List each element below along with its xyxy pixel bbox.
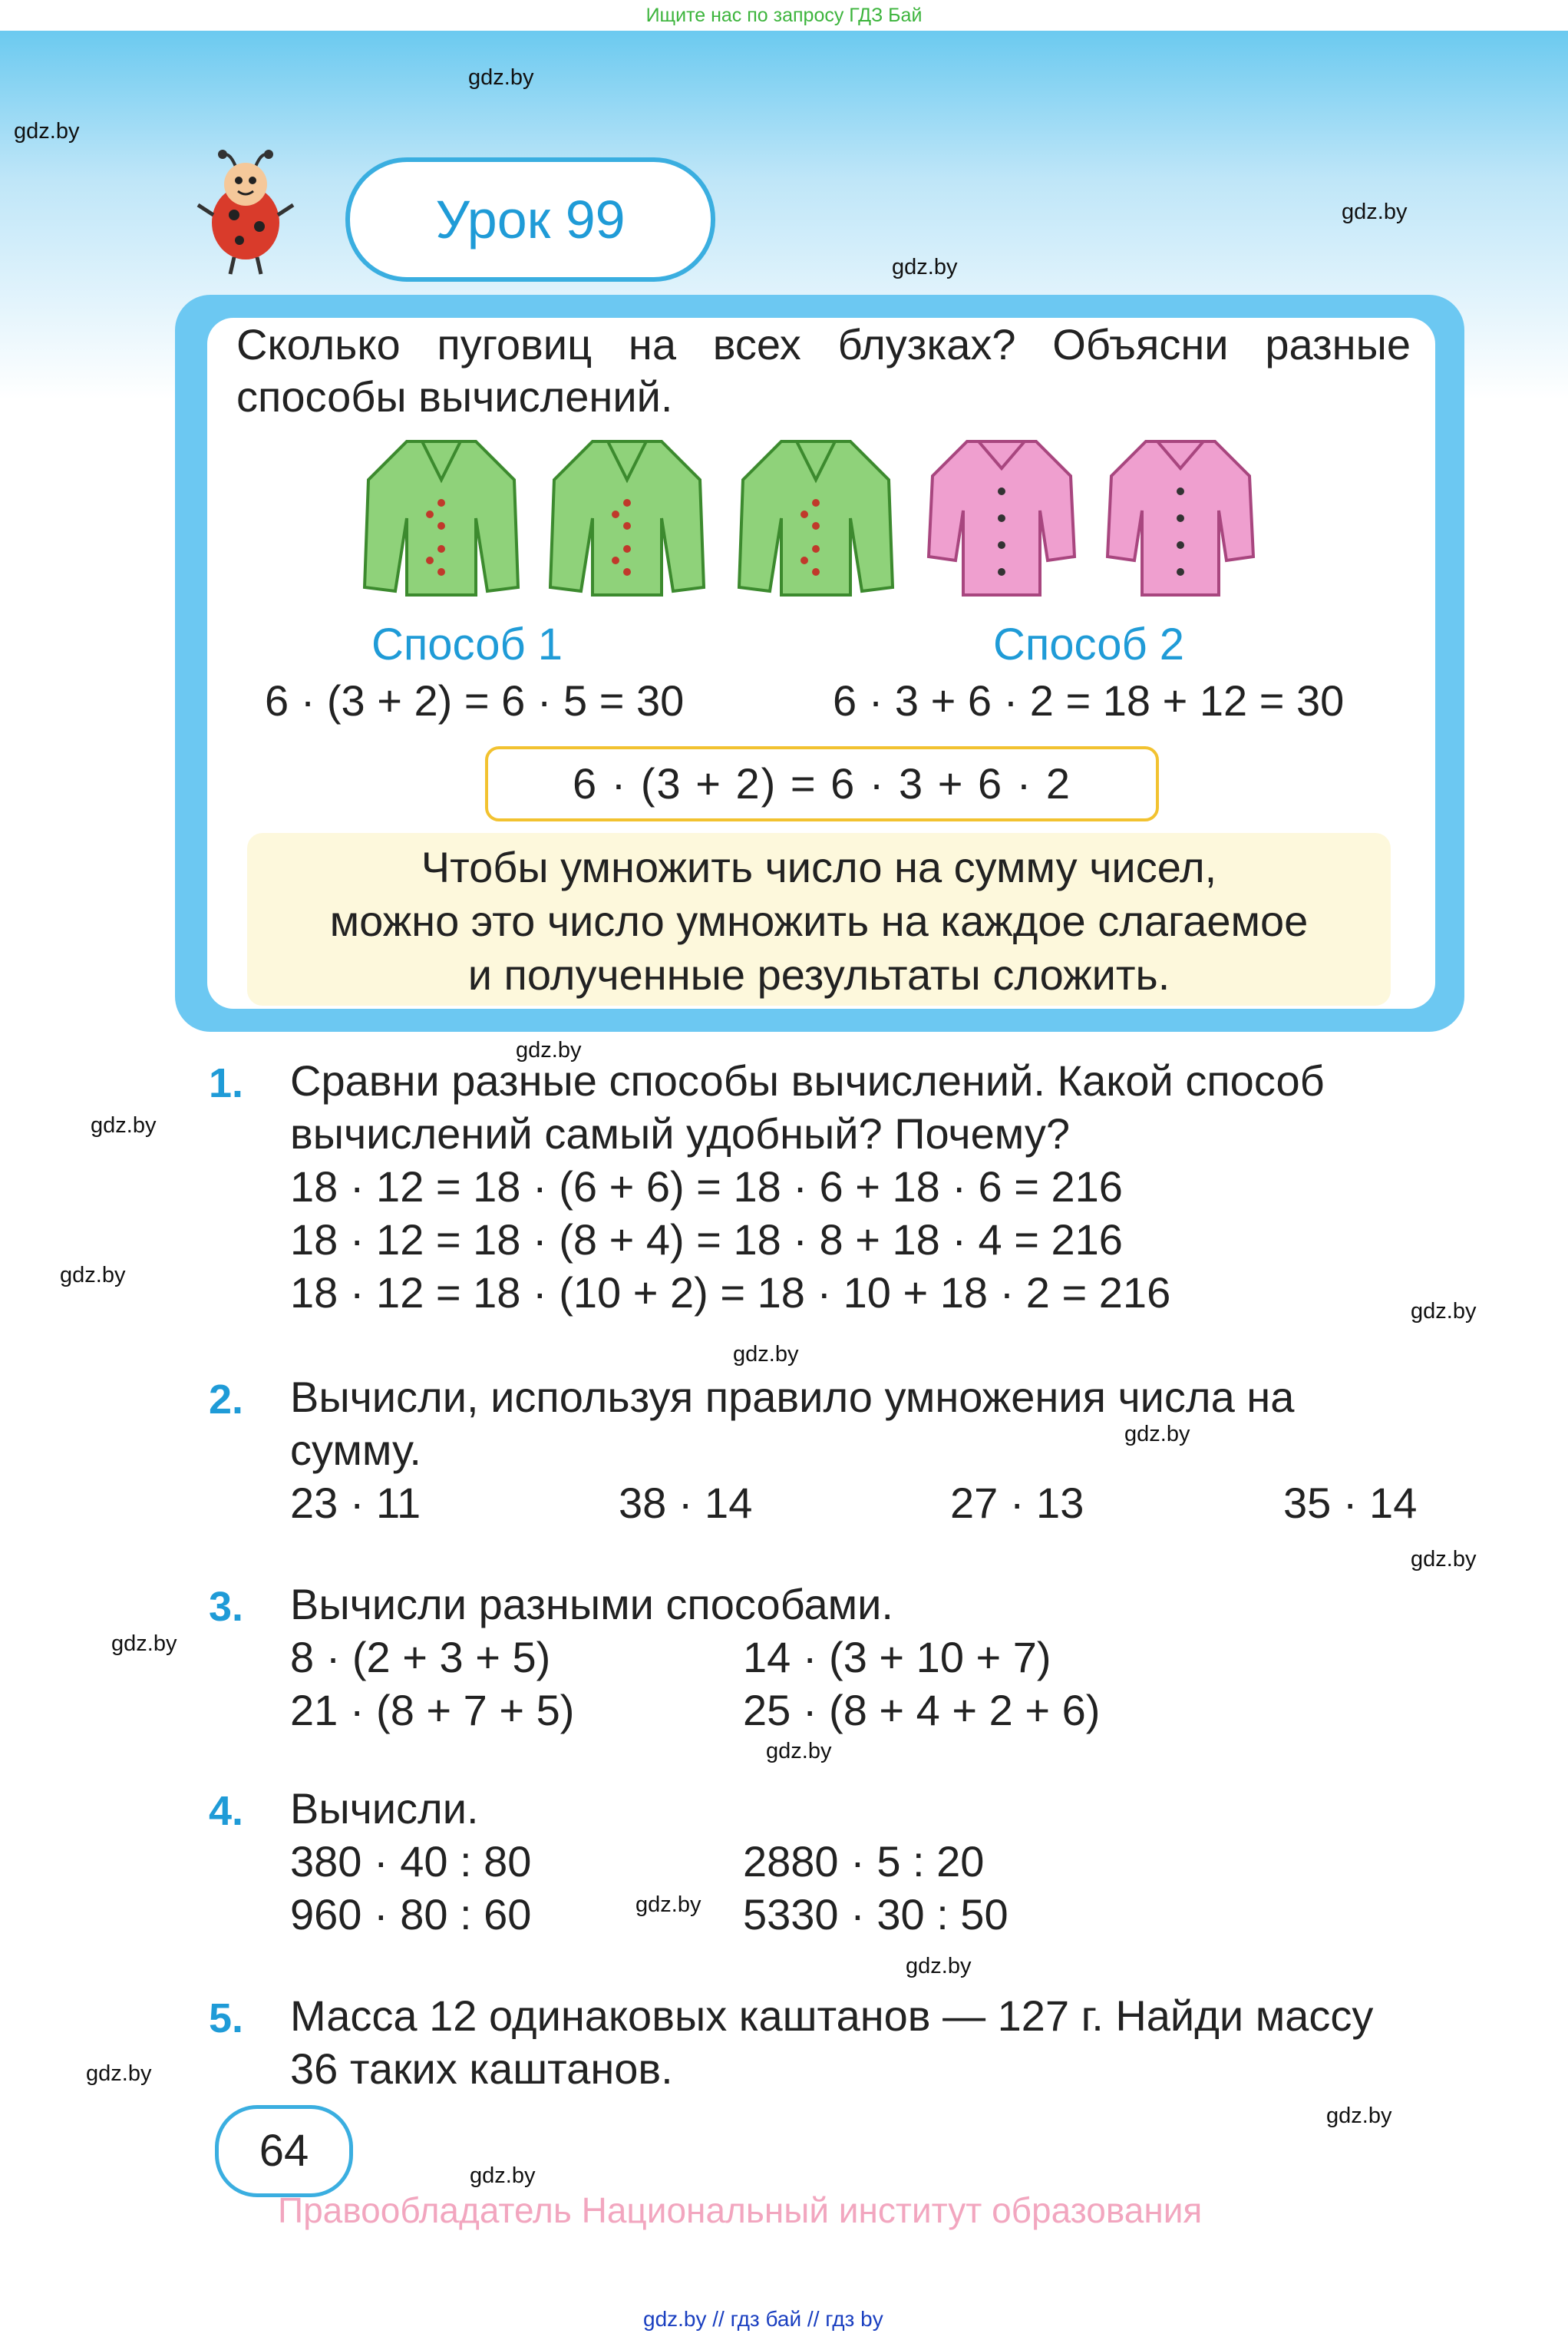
task-number: 4. <box>209 1788 244 1834</box>
expression: 380 · 40 : 80 <box>290 1837 532 1886</box>
expression: 35 · 14 <box>1283 1479 1418 1527</box>
rule-box <box>247 833 1391 1006</box>
copyright-notice: Правообладатель Национальный институт образования <box>278 2190 1203 2230</box>
watermark: gdz.by <box>766 1739 832 1763</box>
pink-blouse-icon <box>925 434 1078 603</box>
intro-question: Сколько пуговиц на всех блузках? Объясни разные способы вычислений. <box>236 320 1411 421</box>
search-banner: Ищите нас по запросу ГДЗ Бай <box>0 0 1568 31</box>
method-2-title: Способ 2 <box>993 620 1185 669</box>
expression: 14 · (3 + 10 + 7) <box>743 1633 1051 1681</box>
task-number: 3. <box>209 1584 244 1630</box>
watermark: gdz.by <box>1411 1547 1477 1572</box>
task-text: Вычисли разными способами. <box>290 1580 893 1628</box>
task-number: 2. <box>209 1377 244 1423</box>
watermark: gdz.by <box>906 1954 972 1978</box>
task-number: 5. <box>209 1995 244 2041</box>
watermark: gdz.by <box>91 1113 157 1138</box>
task-text: вычислений самый удобный? Почему? <box>290 1109 1071 1158</box>
watermark: gdz.by <box>111 1631 177 1656</box>
expression: 8 · (2 + 3 + 5) <box>290 1633 551 1681</box>
watermark: gdz.by <box>86 2061 152 2086</box>
watermark: gdz.by <box>1411 1299 1477 1324</box>
method-1-title: Способ 1 <box>371 620 563 669</box>
task-text: Вычисли, используя правило умножения числа на <box>290 1373 1295 1421</box>
expression: 27 · 13 <box>950 1479 1084 1527</box>
expression: 23 · 11 <box>290 1479 421 1527</box>
method-2-formula: 6 · 3 + 6 · 2 = 18 + 12 = 30 <box>833 676 1345 725</box>
expression: 18 · 12 = 18 · (6 + 6) = 18 · 6 + 18 · 6 = 216 <box>290 1162 1123 1211</box>
watermark: gdz.by <box>635 1892 701 1917</box>
rule-line: можно это число умножить на каждое слагаемое <box>329 897 1309 945</box>
page-number: 64 <box>215 2105 353 2197</box>
watermark: gdz.by <box>470 2163 536 2188</box>
expression: 18 · 12 = 18 · (8 + 4) = 18 · 8 + 18 · 4 = 216 <box>290 1215 1123 1264</box>
method-1-formula: 6 · (3 + 2) = 6 · 5 = 30 <box>265 676 685 725</box>
expression: 5330 · 30 : 50 <box>743 1890 1008 1938</box>
watermark: gdz.by <box>60 1263 126 1287</box>
expression: 2880 · 5 : 20 <box>743 1837 985 1886</box>
footer-links[interactable]: gdz.by // гдз бай // гдз by <box>643 2307 883 2331</box>
watermark: gdz.by <box>1326 2104 1392 2128</box>
expression: 38 · 14 <box>619 1479 753 1527</box>
watermark: gdz.by <box>468 65 534 90</box>
identity-formula: 6 · (3 + 2) = 6 · 3 + 6 · 2 <box>485 746 1159 821</box>
rule-line: Чтобы умножить число на сумму чисел, <box>421 843 1217 891</box>
task-text: сумму. <box>290 1426 421 1474</box>
watermark: gdz.by <box>892 255 958 279</box>
task-text: 36 таких каштанов. <box>290 2044 673 2093</box>
expression: 21 · (8 + 7 + 5) <box>290 1686 575 1734</box>
green-blouse-icon <box>546 434 708 603</box>
expression: 960 · 80 : 60 <box>290 1890 532 1938</box>
task-number: 1. <box>209 1060 244 1106</box>
green-blouse-icon <box>361 434 522 603</box>
watermark: gdz.by <box>1124 1422 1190 1446</box>
ladybug-mascot-icon <box>192 142 299 280</box>
task-text: Вычисли. <box>290 1784 479 1833</box>
task-text: Сравни разные способы вычислений. Какой способ <box>290 1056 1325 1105</box>
task-text: Масса 12 одинаковых каштанов — 127 г. Найди массу <box>290 1991 1374 2040</box>
expression: 18 · 12 = 18 · (10 + 2) = 18 · 10 + 18 · 2 = 216 <box>290 1268 1171 1317</box>
pink-blouse-icon <box>1104 434 1257 603</box>
watermark: gdz.by <box>516 1038 582 1063</box>
expression: 25 · (8 + 4 + 2 + 6) <box>743 1686 1101 1734</box>
watermark: gdz.by <box>1342 200 1408 224</box>
green-blouse-icon <box>735 434 896 603</box>
lesson-title: Урок 99 <box>345 157 715 282</box>
watermark: gdz.by <box>733 1342 799 1367</box>
watermark: gdz.by <box>14 119 80 144</box>
rule-line: и полученные результаты сложить. <box>467 950 1170 999</box>
